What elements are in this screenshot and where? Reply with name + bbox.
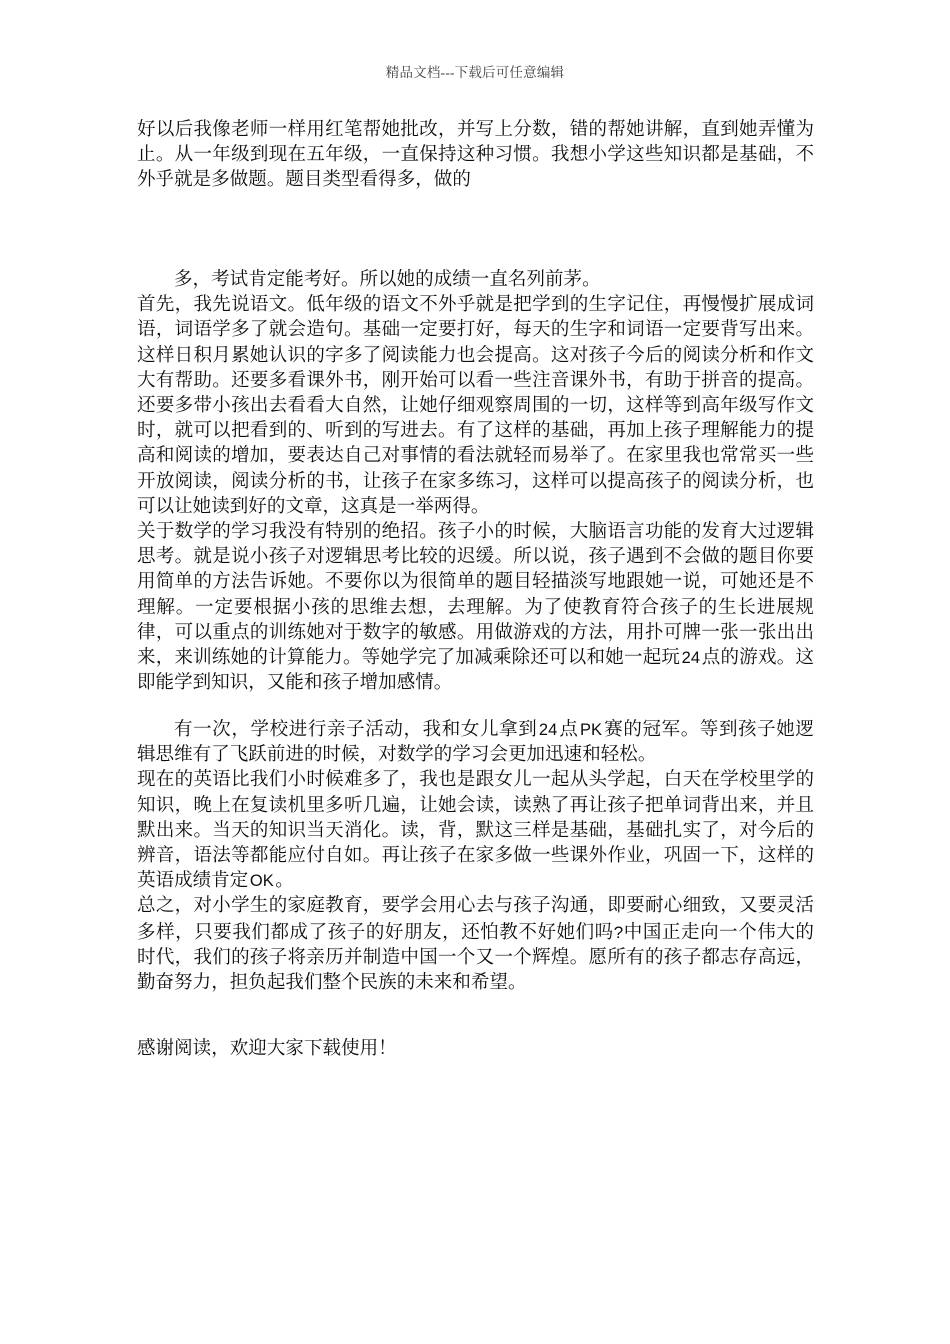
- english-ok-label: OK: [249, 872, 274, 891]
- paragraph-continuation-top: 好以后我像老师一样用红笔帮她批改，并写上分数，错的帮她讲解，直到她弄懂为止。从一年级到现在五年级，一直保持这种习惯。我想小学这些知识都是基础，不外乎就是多做题。题目类型看得多，做的: [137, 120, 814, 191]
- paragraph-english-study: [137, 768, 814, 894]
- document-header-watermark: 精品文档---下载后可任意编辑: [385, 65, 565, 80]
- pk-text-b: 点: [558, 720, 579, 740]
- text-block-3: [137, 718, 814, 996]
- conclusion-text-b: 中国正走向一个伟大的时代，我们的孩子将亲历并制造中国一个又一个辉煌。愿所有的孩子都志存高远，勤奋努力，担负起我们整个民族的未来和希望。: [137, 922, 814, 994]
- conclusion-text-a: 总之，对小学生的家庭教育，要学会用心去与孩子沟通，即要耐心细致，又要灵活多样，只要我们都成了孩子的好朋友，还怕教不好她们吗: [137, 896, 814, 943]
- english-text-b: 。: [275, 871, 294, 892]
- math-number-24: 24: [681, 649, 701, 668]
- paragraph-conclusion: [137, 894, 814, 996]
- pk-number-24: 24: [538, 721, 558, 739]
- text-block-1: [137, 118, 814, 194]
- pk-label: PK: [580, 721, 603, 739]
- math-text-before-number: 关于数学的学习我没有特别的绝招。孩子小的时候，大脑语言功能的发育大过逻辑思考。就是说小孩子对逻辑思考比较的迟缓。所以说，孩子遇到不会做的题目你要用简单的方法告诉她。不要你以为很简单的题目轻描淡写地跟她一说，可她还是不理解。一定要根据小孩的思维去想，去理解。为了使教育符合孩子的生长进展规律，可以重点的训练她对于数字的敏感。用做游戏的方法，用扑可牌一张一张出出来，来训练她的计算能力。等她学完了加减乘除还可以和她一起玩: [137, 522, 814, 669]
- english-text-a: 现在的英语比我们小时候难多了，我也是跟女儿一起从头学起，白天在学校里学的知识，晚上在复读机里多听几遍，让她会读，读熟了再让孩子把单词背出来，并且默出来。当天的知识当天消化。读，背，默这三样是基础，基础扎实了，对今后的辨音，语法等都能应付自如。再让孩子在家多做一些课外作业，巩固一下，这样的英语成绩肯定: [137, 770, 814, 892]
- paragraph-closing-thanks: 感谢阅读，欢迎大家下载使用！: [137, 1039, 397, 1059]
- text-block-2: [137, 268, 814, 696]
- text-block-4: [137, 1037, 814, 1062]
- pk-text-c: 赛的冠军。等到孩子她逻辑思维有了飞跃前进的时候，对数学的学习会更加迅速和轻松。: [137, 720, 814, 766]
- conclusion-question-mark: ?: [613, 922, 624, 942]
- paragraph-pk-contest: [137, 718, 814, 768]
- paragraph-math-study: [137, 520, 814, 696]
- math-text-after-number: 点的游戏。这即能学到知识，又能和孩子增加感情。: [137, 648, 815, 694]
- pk-text-a: 有一次，学校进行亲子活动，我和女儿拿到: [174, 720, 538, 740]
- paragraph-chinese-study: 首先，我先说语文。低年级的语文不外乎就是把学到的生字记住，再慢慢扩展成词语，词语学多了就会造句。基础一定要打好，每天的生字和词语一定要背写出来。这样日积月累她认识的字多了阅读能力也会提高。这对孩子今后的阅读分析和作文大有帮助。还要多看课外书，刚开始可以看一些注音课外书，有助于拼音的提高。还要多带小孩出去看看大自然，让她仔细观察周围的一切，这样等到高年级写作文时，就可以把看到的、听到的写进去。有了这样的基础，再加上孩子理解能力的提高和阅读的增加，要表达自己对事情的看法就轻而易举了。在家里我也常常买一些开放阅读，阅读分析的书，让孩子在家多练习，这样可以提高孩子的阅读分析，也可以让她读到好的文章，这真是一举两得。: [137, 295, 814, 517]
- paragraph-grades: 多，考试肯定能考好。所以她的成绩一直名列前茅。: [174, 270, 601, 290]
